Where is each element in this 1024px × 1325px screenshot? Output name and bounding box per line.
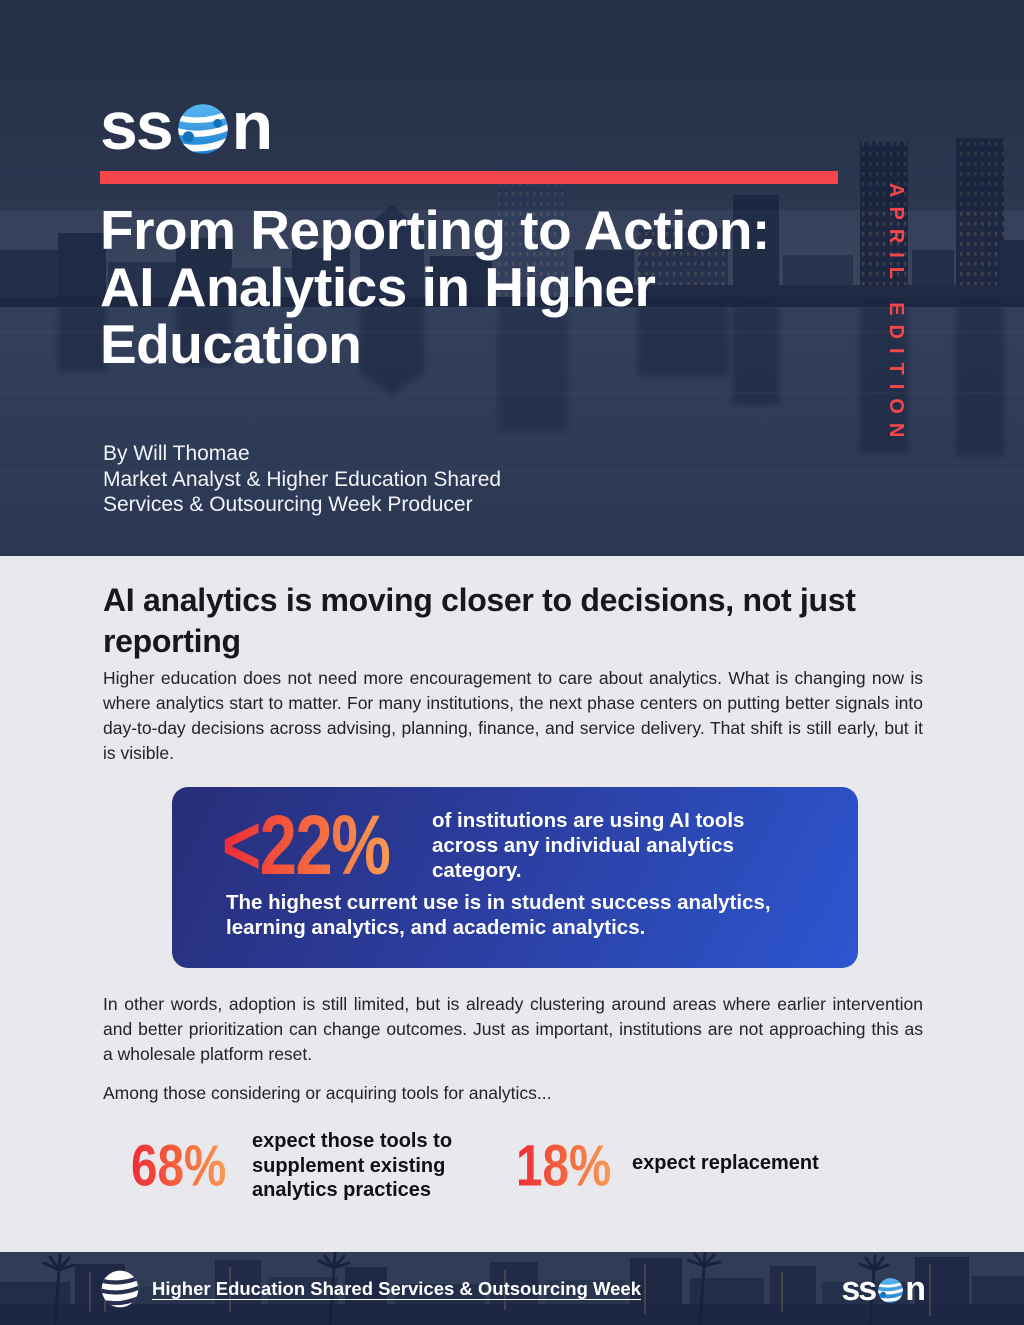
- stat-68-percent: 68%: [131, 1131, 227, 1198]
- section-heading: AI analytics is moving closer to decisions, not just reporting: [103, 582, 856, 659]
- sson-logo[interactable]: [100, 88, 272, 164]
- sson-footer-logo[interactable]: [841, 1269, 924, 1308]
- paragraph-among-those: Among those considering or acquiring tools for analytics...: [103, 1083, 552, 1103]
- stat-68-label: expect those tools to supplement existing analytics practices: [252, 1130, 453, 1201]
- footer-logo-text-n: n: [905, 1269, 924, 1308]
- byline-role-line1: Market Analyst & Higher Education Shared: [103, 467, 502, 491]
- sson-footer-globe-icon: [877, 1277, 904, 1304]
- article-body: [0, 556, 1024, 1252]
- callout-description: of institutions are using AI tools across any individual analytics category.: [432, 809, 745, 882]
- stat-under-22-percent: <22%: [222, 798, 390, 892]
- byline-role-line2: Services & Outsourcing Week Producer: [103, 493, 473, 516]
- callout-detail: The highest current use is in student success analytics, learning analytics, and academic analytics.: [226, 891, 771, 939]
- footer: [0, 1252, 1024, 1325]
- paragraph-adoption: In other words, adoption is still limited, but is already clustering around areas where earlier intervention and better prioritization can change outcomes. Just as important, institutions are not approaching this as a wholesale platform reset.: [103, 994, 923, 1064]
- globe-icon: [100, 1269, 140, 1309]
- stat-18-percent: 18%: [516, 1131, 612, 1198]
- footer-logo-text-ss: ss: [841, 1269, 876, 1308]
- edition-label: APRIL EDITION: [885, 183, 907, 447]
- hero-section: [0, 0, 1024, 556]
- accent-divider: [100, 171, 838, 184]
- logo-text-n: n: [231, 88, 272, 164]
- page-title: From Reporting to Action: AI Analytics in Higher Education: [100, 199, 770, 375]
- footer-event-link[interactable]: Higher Education Shared Services & Outsourcing Week: [152, 1277, 642, 1299]
- callout-box: [172, 787, 858, 968]
- byline-author: By Will Thomae: [103, 442, 250, 465]
- sson-globe-icon: [176, 102, 230, 156]
- paragraph-intro: Higher education does not need more encouragement to care about analytics. What is changing now is where analytics start to matter. For many institutions, the next phase centers on putting better signals into day-to-day decisions across advising, planning, finance, and service delivery. That shift is still early, but it is visible.: [103, 668, 923, 763]
- logo-text-ss: ss: [100, 88, 172, 164]
- byline: [103, 441, 501, 518]
- stat-18-label: expect replacement: [632, 1152, 819, 1174]
